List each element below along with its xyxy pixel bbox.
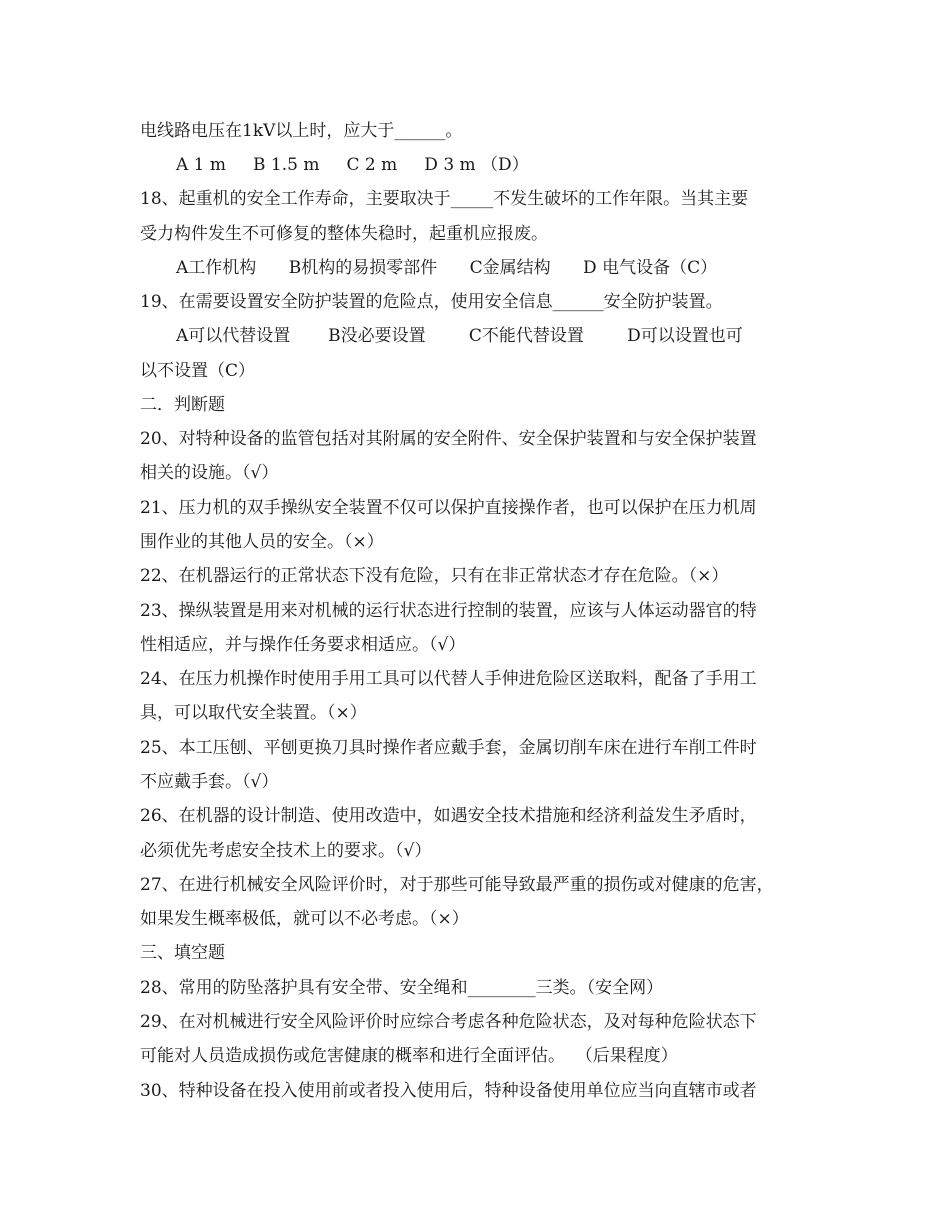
text-line: 19、在需要设置安全防护装置的危险点，使用安全信息______安全防护装置。 (140, 292, 723, 312)
text-line: A 1 m B 1.5 m C 2 m D 3 m （D） (176, 155, 529, 175)
text-line: 可能对人员造成损伤或危害健康的概率和进行全面评估。 （后果程度） (140, 1046, 678, 1066)
text-line: 具，可以取代安全装置。（×） (140, 703, 367, 723)
text-line: 18、起重机的安全工作寿命，主要取决于_____不发生破坏的工作年限。当其主要 (140, 189, 749, 209)
text-line: 围作业的其他人员的安全。（×） (140, 532, 384, 552)
text-line: 29、在对机械进行安全风险评价时应综合考虑各种危险状态，及对每种危险状态下 (140, 1012, 757, 1032)
text-line: 27、在进行机械安全风险评价时，对于那些可能导致最严重的损伤或对健康的危害， (140, 875, 774, 895)
text-line: 相关的设施。（√） (140, 463, 279, 483)
text-line: 24、在压力机操作时使用手用工具可以代替人手伸进危险区送取料，配备了手用工 (140, 669, 757, 689)
text-line: 25、本工压刨、平刨更换刀具时操作者应戴手套，金属切削车床在进行车削工件时 (140, 738, 757, 758)
text-line: 30、特种设备在投入使用前或者投入使用后，特种设备使用单位应当向直辖市或者 (140, 1081, 757, 1101)
text-line: 20、对特种设备的监管包括对其附属的安全附件、安全保护装置和与安全保护装置 (140, 429, 757, 449)
text-line: 电线路电压在1kV以上时，应大于______。 (140, 121, 463, 141)
text-line: 性相适应，并与操作任务要求相适应。（√） (140, 635, 466, 655)
text-line: 21、压力机的双手操纵安全装置不仅可以保护直接操作者，也可以保护在压力机周 (140, 498, 757, 518)
text-line: 受力构件发生不可修复的整体失稳时，起重机应报废。 (140, 224, 548, 244)
text-line: A可以代替设置 B没必要设置 C不能代替设置 D可以设置也可 (176, 326, 743, 346)
text-line: A工作机构 B机构的易损零部件 C金属结构 D 电气设备（C） (176, 258, 718, 278)
text-line: 不应戴手套。（√） (140, 772, 279, 792)
text-line: 23、操纵装置是用来对机械的运行状态进行控制的装置，应该与人体运动器官的特 (140, 601, 757, 621)
text-line: 如果发生概率极低，就可以不必考虑。（×） (140, 909, 469, 929)
section-heading: 二．判断题 (140, 395, 225, 415)
text-line: 以不设置（C） (140, 361, 256, 381)
text-line: 26、在机器的设计制造、使用改造中，如遇安全技术措施和经济利益发生矛盾时， (140, 806, 757, 826)
section-heading: 三、填空题 (140, 943, 225, 963)
text-line: 必须优先考虑安全技术上的要求。（√） (140, 841, 432, 861)
text-line: 22、在机器运行的正常状态下没有危险，只有在非正常状态才存在危险。（×） (140, 566, 729, 586)
text-line: 28、常用的防坠落护具有安全带、安全绳和________三类。（安全网） (140, 978, 664, 998)
